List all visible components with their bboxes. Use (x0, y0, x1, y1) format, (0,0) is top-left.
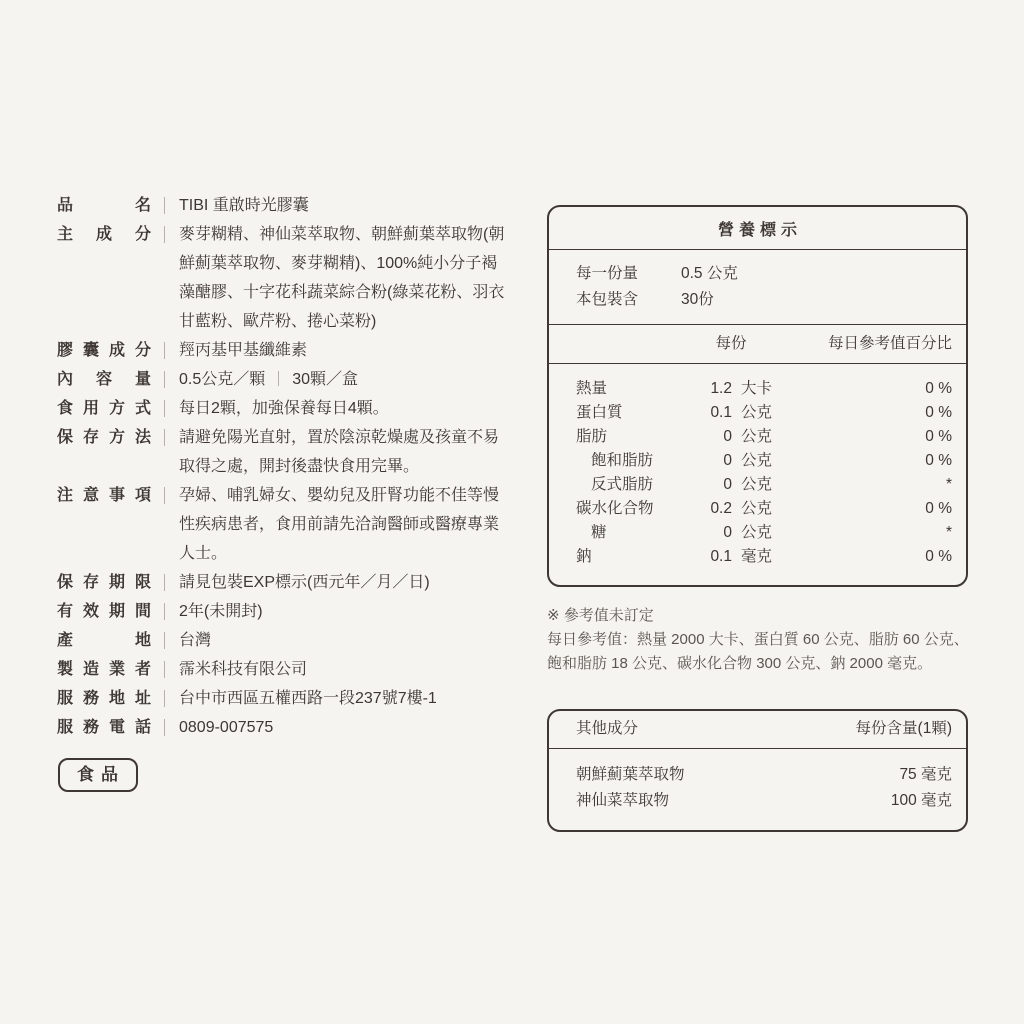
info-row-service-phone (57, 713, 509, 742)
daily-value-header: 每日參考值百分比 (827, 335, 952, 352)
info-label: 品名 (57, 197, 151, 214)
content-per-capsule: 0.5公克／顆 (179, 371, 266, 388)
info-label: 內容量 (57, 371, 151, 388)
servings-per-pack-label: 本包裝含 (576, 291, 639, 308)
info-value: 請避免陽光直射，置於陰涼乾燥處及孩童不易取得之處，開封後盡快食用完畢。 (179, 429, 500, 475)
info-value: 孕婦、哺乳婦女、嬰幼兒及肝腎功能不佳等慢性疾病患者，食用前請先洽詢醫師或醫療專業人士。 (179, 487, 500, 562)
other-ingredient-rows (549, 749, 966, 830)
label-divider (164, 226, 165, 243)
nutrient-row-fat: 脂肪 0 公克 0 % (576, 428, 952, 445)
label-divider (164, 632, 165, 649)
ingredient-row-artichoke: 朝鮮薊葉萃取物 75 毫克 (576, 766, 952, 783)
info-label: 注意事項 (57, 487, 151, 504)
label-divider (164, 603, 165, 620)
label-divider (164, 719, 165, 736)
info-value: 麥芽糊精、神仙菜萃取物、朝鮮薊葉萃取物(朝鮮薊葉萃取物、麥芽糊精)、100%純小分子褐藻醣膠、十字花科蔬菜綜合粉(綠菜花粉、羽衣甘藍粉、歐芹粉、捲心菜粉) (179, 226, 505, 330)
label-divider (164, 574, 165, 591)
header-spacer (576, 333, 688, 354)
info-value (179, 365, 509, 394)
food-category-badge: 食品 (58, 758, 138, 792)
info-row-shelf-life (57, 597, 509, 626)
info-value: 霈米科技有限公司 (179, 661, 308, 678)
info-label: 主成分 (57, 226, 151, 243)
info-row-capsule-ingredients (57, 336, 509, 365)
info-value: 羥丙基甲基纖維素 (179, 342, 308, 359)
label-divider (164, 342, 165, 359)
value-divider (278, 371, 279, 386)
info-label: 食用方式 (57, 400, 151, 417)
info-value: 台灣 (179, 632, 212, 649)
label-divider (164, 487, 165, 504)
info-label: 保存期限 (57, 574, 151, 591)
info-row-origin (57, 626, 509, 655)
nutrient-row-carbohydrate: 碳水化合物 0.2 公克 0 % (576, 500, 952, 517)
footnote-undefined-reference: ※ 參考值未訂定 (547, 607, 654, 624)
info-row-precautions (57, 481, 509, 568)
info-label: 膠囊成分 (57, 342, 151, 359)
other-ingredients-table (547, 709, 968, 832)
info-label: 服務電話 (57, 719, 151, 736)
serving-size-value: 0.5 公克 (681, 265, 738, 282)
info-value: 請見包裝EXP標示(西元年／月／日) (179, 574, 430, 591)
info-label: 有效期間 (57, 603, 151, 620)
info-row-usage (57, 394, 509, 423)
info-row-storage (57, 423, 509, 481)
serving-size-row (576, 261, 952, 287)
product-info-section (57, 191, 509, 792)
nutrition-title: 營養標示 (549, 207, 966, 250)
info-row-main-ingredients (57, 220, 509, 336)
label-divider (164, 400, 165, 417)
info-row-net-content (57, 365, 509, 394)
servings-per-pack-row (576, 287, 952, 313)
serving-size-label: 每一份量 (576, 265, 639, 282)
nutrient-row-calories: 熱量 1.2 大卡 0 % (576, 380, 952, 397)
nutrient-rows (549, 364, 966, 585)
nutrient-row-sodium: 鈉 0.1 毫克 0 % (576, 548, 952, 565)
nutrient-row-sugar: 糖 0 公克 * (591, 524, 952, 541)
info-label: 製造業者 (57, 661, 151, 678)
nutrient-row-saturated-fat: 飽和脂肪 0 公克 0 % (591, 452, 952, 469)
nutrition-facts-table (547, 205, 968, 587)
nutrition-footnote (547, 604, 979, 676)
amount-per-serving-header: 每份含量(1顆) (855, 720, 952, 737)
nutrition-column-headers (549, 325, 966, 364)
info-value: 2年(未開封) (179, 603, 263, 620)
nutrient-row-trans-fat: 反式脂肪 0 公克 * (591, 476, 952, 493)
nutrition-section (547, 205, 968, 832)
capsules-per-box: 30顆／盒 (292, 371, 359, 388)
footnote-daily-values: 每日參考值：熱量 2000 大卡、蛋白質 60 公克、脂肪 60 公克、飽和脂肪 18 公克、碳水化合物 300 公克、鈉 2000 毫克。 (547, 631, 969, 672)
label-divider (164, 371, 165, 388)
info-row-expiry-label (57, 568, 509, 597)
label-divider (164, 661, 165, 678)
info-value: 每日2顆，加強保養每日4顆。 (179, 400, 389, 417)
info-row-manufacturer (57, 655, 509, 684)
label-divider (164, 690, 165, 707)
label-divider (164, 429, 165, 446)
info-value: TIBI 重啟時光膠囊 (179, 197, 309, 214)
nutrient-row-protein: 蛋白質 0.1 公克 0 % (576, 404, 952, 421)
info-value: 0809-007575 (179, 719, 274, 736)
info-label: 產地 (57, 632, 151, 649)
label-divider (164, 197, 165, 214)
info-row-product-name (57, 191, 509, 220)
serving-info (549, 250, 966, 325)
servings-per-pack-value: 30份 (681, 291, 714, 308)
per-serving-header: 每份 (715, 335, 747, 352)
info-row-service-address (57, 684, 509, 713)
other-ingredients-title: 其他成分 (576, 720, 639, 737)
ingredient-row-graptopetalum: 神仙菜萃取物 100 毫克 (576, 792, 952, 809)
info-label: 服務地址 (57, 690, 151, 707)
other-ingredients-header (549, 711, 966, 749)
info-label: 保存方法 (57, 429, 151, 446)
info-value: 台中市西區五權西路一段237號7樓-1 (179, 690, 437, 707)
